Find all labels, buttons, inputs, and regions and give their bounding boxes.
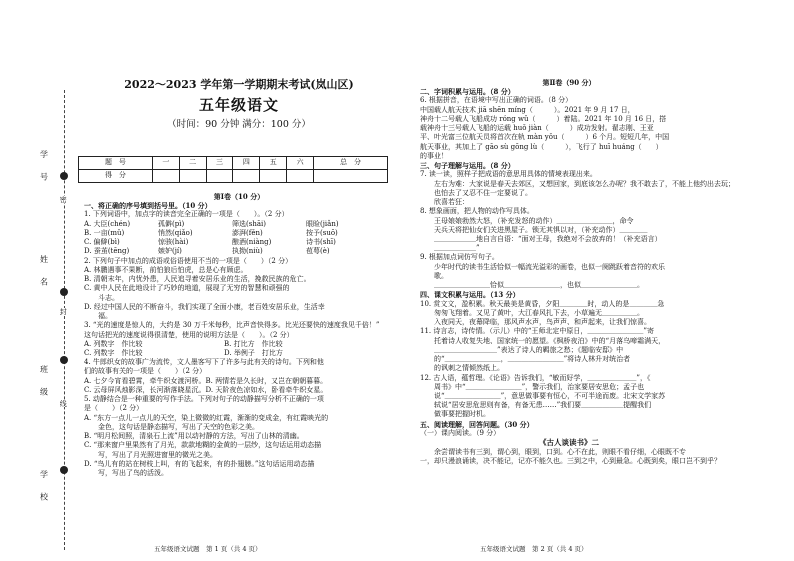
question-2-options bbox=[84, 266, 394, 321]
score-cell[interactable] bbox=[314, 170, 388, 183]
bullet-dot bbox=[60, 356, 68, 364]
text-line: 左右为难：大家说是春天去郊区，又想回家，到底该怎么办呢？我不敢去了，不能上他约出去玩； bbox=[420, 179, 735, 188]
option-item: A. 列数字 作比较 bbox=[84, 339, 143, 348]
text-line: 匆匆飞翔着。又见了黄叶，大江春风扎下去，小草遍无＿＿＿＿＿。 bbox=[420, 308, 644, 317]
passage-title: 《古人谈读书》二 bbox=[539, 438, 599, 448]
table-cell: 二 bbox=[179, 157, 206, 170]
bullet-dot bbox=[60, 466, 68, 474]
text-line: 12. 古人语，蕴哲理。《论语》告诉我们，“敏而好学，＿＿＿＿＿＿＿”，《 bbox=[420, 373, 651, 382]
text-line: ＿＿＿＿＿＿＿＿恰似＿＿＿＿＿＿＿＿，也似＿＿＿＿＿＿＿＿。 bbox=[420, 281, 644, 290]
table-cell: 总 分 bbox=[314, 157, 388, 170]
text-line: 神舟十二号载人飞船成功 róng wǔ（ ）着陆。2021 年 10 月 16 日，搭 bbox=[420, 114, 667, 123]
binding-margin bbox=[0, 0, 78, 561]
score-cell[interactable] bbox=[206, 170, 233, 183]
option-row bbox=[84, 340, 394, 349]
text-line: 这句话把光的速度说得很清楚，使用的说明方法是（ ）。（2 分） bbox=[84, 330, 294, 339]
text-line: 歌。 bbox=[420, 271, 448, 280]
question-4-options bbox=[84, 367, 394, 395]
option-item: 嫉妒(jí) bbox=[158, 247, 182, 256]
text-line: 中国载人航天技术 jiā shēn míng（ ）。2021 年 9 月 17 日， bbox=[420, 105, 635, 114]
text-line: C. “那来窗户里果然有了月光，款款地糊的金黄的一层纱，这句话运用动态描 bbox=[84, 441, 322, 450]
question-10-text bbox=[420, 309, 718, 420]
option-row bbox=[84, 220, 394, 229]
text-line: 做事要把握时机。 bbox=[420, 410, 490, 419]
option-item: 孤僻(pì) bbox=[158, 219, 185, 228]
seal-mark: 封 bbox=[59, 308, 68, 315]
option-item: 苞萼(è) bbox=[306, 247, 330, 256]
question-3-options bbox=[84, 340, 394, 358]
question-8-text bbox=[420, 217, 718, 254]
option-item: C. 偏僻(bì) bbox=[84, 238, 120, 247]
text-line: 们的故事有关的一项是（ ）（2 分） bbox=[84, 367, 207, 376]
left-column bbox=[84, 0, 394, 561]
seal-line bbox=[64, 90, 65, 550]
score-cell[interactable] bbox=[233, 170, 260, 183]
table-cell: 五 bbox=[260, 157, 287, 170]
text-line: 轼说“居安思危思则有备，有备无患……”我们要＿＿＿＿＿＿提醒我们 bbox=[420, 401, 652, 410]
text-line: B. “明月松间照，清泉石上流”用以动衬静的方法，写出了山林的清幽。 bbox=[84, 432, 304, 441]
exam-title: 2022～2023 学年第一学期期末考试(岚山区) bbox=[124, 78, 354, 91]
part2-title: 第Ⅱ卷（90 分） bbox=[542, 78, 596, 87]
text-line: 也怕去了又忍不住一定要说了。 bbox=[420, 188, 532, 197]
text-line: 是（ ）（2 分） bbox=[84, 404, 144, 413]
option-item: D. 举例子 打比方 bbox=[224, 348, 283, 357]
option-item: 执拗(niù) bbox=[232, 247, 263, 256]
option-item: 眼睑(jiǎn) bbox=[306, 219, 339, 228]
score-cell[interactable] bbox=[287, 170, 314, 183]
text-line: 福。 bbox=[84, 312, 112, 321]
seal-mark: 线 bbox=[59, 400, 68, 407]
label-student-number: 学 号 bbox=[39, 150, 49, 187]
section-heading: 三、句子理解与运用。（8 分） bbox=[420, 161, 515, 171]
text-line: 少年时代的读书生活恰似一幅流光溢彩的画卷，也似一阕跳跃着音符的欢乐 bbox=[420, 262, 665, 271]
right-column bbox=[420, 0, 735, 561]
question-10: 10. 赏文文，盈积累。秋天最美是黄昏，夕阳＿＿＿＿时，动人的是＿＿＿＿急 bbox=[420, 299, 665, 308]
label-school: 学 校 bbox=[39, 470, 49, 507]
passage-text bbox=[420, 448, 721, 466]
section-heading: 四、课文积累与运用。（13 分） bbox=[420, 290, 520, 300]
option-row bbox=[84, 247, 394, 256]
score-table bbox=[78, 156, 388, 183]
score-cell[interactable] bbox=[152, 170, 179, 183]
question-3-text bbox=[84, 331, 394, 340]
text-line: 说“＿＿＿＿＿＿＿＿”，意思做事要有恒心，不可半途而废。北宋文学家苏 bbox=[420, 391, 666, 400]
table-row bbox=[79, 170, 388, 183]
part1-title: 第Ⅰ卷（10 分） bbox=[213, 192, 265, 201]
question-1: 1. 下列词语中，加点字的读音完全正确的一项是（ ）。（2 分） bbox=[84, 210, 289, 219]
text-line: 斗志。 bbox=[84, 293, 119, 302]
question-3: 3. “光的速度是惊人的，大约是 30 万千米每秒，比声音快得多。比光还要快的速度我见千倍！” bbox=[84, 321, 380, 330]
label-class: 班 级 bbox=[39, 365, 49, 402]
text-line: A. 林鹏遇事不果断，前怕狼后怕虎，总是心有顾虑。 bbox=[84, 265, 248, 274]
text-line: A. 七夕今宵看碧霄，牵牛织女渡河桥。B. 两情若是久长时，又岂在朝朝暮暮。 bbox=[84, 376, 328, 385]
option-item: 筛选(shāi) bbox=[232, 219, 266, 228]
text-line: C. 云母屏风烛影深，长河渐落晓星沉。D. 天阶夜色凉如水，卧看牵牛织女星。 bbox=[84, 385, 328, 394]
question-9: 9. 根据加点词仿写句子。 bbox=[420, 253, 499, 262]
table-cell: 题 号 bbox=[79, 157, 153, 170]
text-line: 余尝谓读书有三到，谓心到，眼到，口到。心不在此，则眼不看仔细，心眼既不专 bbox=[420, 448, 686, 457]
text-line: B. 清朝末年，内忧外患，人民追寻着安居乐业的生活，挽救民族的危亡。 bbox=[84, 275, 311, 284]
table-cell: 三 bbox=[206, 157, 233, 170]
text-line: 写，写出了月光照进窗里的微光之美。 bbox=[84, 450, 217, 459]
question-5-options bbox=[84, 404, 394, 478]
table-cell: 六 bbox=[287, 157, 314, 170]
section-heading: 一、将正确的序号填到括号里。（10 分） bbox=[84, 201, 212, 211]
text-line: 载神舟十三号载人飞船的运载 huǒ jiàn（ ）成功发射。翟志刚、王亚 bbox=[420, 124, 654, 133]
exam-meta: （时间：90 分钟 满分：100 分） bbox=[167, 119, 311, 130]
label-name: 姓 名 bbox=[39, 255, 49, 292]
table-row bbox=[79, 157, 388, 170]
question-8: 8. 想象画面，把人物的动作写具体。 bbox=[420, 207, 534, 216]
option-row bbox=[84, 229, 394, 238]
seal-mark: 密 bbox=[59, 196, 68, 203]
text-line: ＿＿＿＿＿＿＿＿＿”表达了诗人的羁旅之愁；《题临安邸》中 bbox=[420, 345, 624, 354]
question-5: 5. 动静结合是一种重要的写作手法。下列对句子的动静描写分析不正确的一项 bbox=[84, 395, 324, 404]
page-footer-right: 五年级语文试题 第 2 页（共 4 页） bbox=[480, 545, 588, 553]
question-6-text bbox=[420, 106, 718, 161]
score-cell[interactable] bbox=[179, 170, 206, 183]
option-item: 按予(suō) bbox=[306, 228, 338, 237]
exam-subject: 五年级语文 bbox=[198, 96, 279, 114]
table-cell: 一 bbox=[152, 157, 179, 170]
question-4: 4. 牛郎织女的故事广为流传，文人墨客写下了许多与此有关的诗句。下列和他 bbox=[84, 358, 324, 367]
option-item: 惊骇(hài) bbox=[158, 238, 189, 247]
question-7-text bbox=[420, 179, 735, 208]
table-cell: 四 bbox=[233, 157, 260, 170]
text-line: 平、叶光富三位航天员将首次在轨 màn yǒu（ ）6 个月。短短几年，中国 bbox=[420, 133, 670, 142]
text-line: 的事业！ bbox=[420, 151, 448, 160]
table-cell: 得 分 bbox=[79, 170, 153, 183]
question-9-text bbox=[420, 263, 718, 291]
text-line: 入夜同天，夜幕降临，那风声水声，鸟声声、和声起来，让我们惊喜。 bbox=[420, 318, 651, 327]
text-line: 航天事业，其加上了 gāo sù gōng lù（ ），飞行了 huī huáng（ ） bbox=[420, 142, 663, 151]
option-item: B. 一亩(mǔ) bbox=[84, 228, 125, 237]
option-item: 酿酒(niàng) bbox=[232, 238, 272, 247]
option-item: C. 列数字 作比较 bbox=[84, 348, 143, 357]
question-2: 2. 下列句子中加点的成语或俗语使用不当的一项是（ ）（2 分） bbox=[84, 256, 293, 265]
text-line: 天兵天将把仙女们关进黑屋子。锁无其惧以对，（补充动作）＿＿＿＿ bbox=[420, 225, 648, 234]
option-item: 澎湃(fěn) bbox=[232, 228, 263, 237]
section-heading: 五、阅读理解，回答问题。（30 分） bbox=[420, 419, 534, 429]
option-row bbox=[84, 349, 394, 358]
text-line: A. “东方一点儿一点儿的天空，染上微微的红霞，渐渐的变成金，有红霞映光的 bbox=[84, 413, 329, 422]
text-line: 欣喜若狂： bbox=[420, 198, 469, 207]
text-line: 写，写出了鸟的活泼。 bbox=[84, 469, 168, 478]
text-line: 周书》中“＿＿＿＿＿＿＿＿”，警示我们，治家要居安思危；孟子也 bbox=[420, 382, 645, 391]
question-1-options bbox=[84, 220, 394, 257]
text-line: C. 黄中人民在此地设计了巧妙的地道，展现了无穷的智慧和顽强的 bbox=[84, 284, 290, 293]
text-line: 的讽刺之情倾然纸上。 bbox=[420, 364, 504, 373]
option-item: B. 打比方 作比较 bbox=[224, 339, 283, 348]
bullet-dot bbox=[60, 288, 68, 296]
option-item: 悄然(qiǎo) bbox=[158, 228, 193, 237]
text-line: D. 经过中国人民的不断奋斗，我们实现了全面小康，老百姓安居乐业，生活幸 bbox=[84, 302, 325, 311]
question-7: 7. 读一读，照样子把成语的意思用具体的情境表现出来。 bbox=[420, 170, 597, 179]
bullet-dot bbox=[60, 172, 68, 180]
page-footer-left: 五年级语文试题 第 1 页（共 4 页） bbox=[154, 545, 262, 553]
text-line: ＿＿＿＿＿＿地自言自语：“面对王母，我绝对不会放弃的！（补充语言） bbox=[420, 234, 662, 243]
section-heading: 二、字词积累与运用。（8 分） bbox=[420, 87, 515, 97]
part2-block bbox=[420, 78, 735, 467]
text-line: 11. 诗言志，诗传情。（示儿）中的“王师北定中原日，＿＿＿＿＿＿＿＿”寄 bbox=[420, 327, 655, 336]
text-line: ＿＿＿＿＿＿” bbox=[420, 244, 480, 253]
text-line: 托着诗人收复失地、国家统一的愿望。《枫桥夜泊》中的“月落乌啼霜满天， bbox=[420, 336, 666, 345]
text-line: 金色，这句话是静态描写，写出了天空的色彩之美。 bbox=[84, 422, 259, 431]
part1-block bbox=[84, 192, 394, 478]
option-item: D. 蚕茧(tēng) bbox=[84, 247, 130, 256]
subsection-heading: （一）课内阅读。（9 分） bbox=[420, 428, 501, 437]
text-line: 王母娘娘勃然大怒，（补充发怒的动作）＿＿＿＿＿＿＿＿，命令 bbox=[420, 216, 634, 225]
text-line: 的“＿＿＿＿＿＿＿＿，＿＿＿＿＿＿＿＿”将诗人林升对统治者 bbox=[420, 355, 631, 364]
text-line: 一，却只漫浪诵读，决不能记，记亦不能久也。三到之中，心到最急。心既到矣，眼口岂不到乎？ bbox=[420, 457, 721, 466]
question-6: 6. 根据拼音，在语境中写出正确的词语。（8 分） bbox=[420, 96, 573, 105]
option-item: A. 大臣(chén) bbox=[84, 219, 131, 228]
score-cell[interactable] bbox=[260, 170, 287, 183]
text-line: D. “鸟儿有的站在树枝上叫，有的飞起来，有的扑翅膀。”这句话运用动态描 bbox=[84, 459, 315, 468]
option-item: 诗书(shī) bbox=[306, 238, 336, 247]
